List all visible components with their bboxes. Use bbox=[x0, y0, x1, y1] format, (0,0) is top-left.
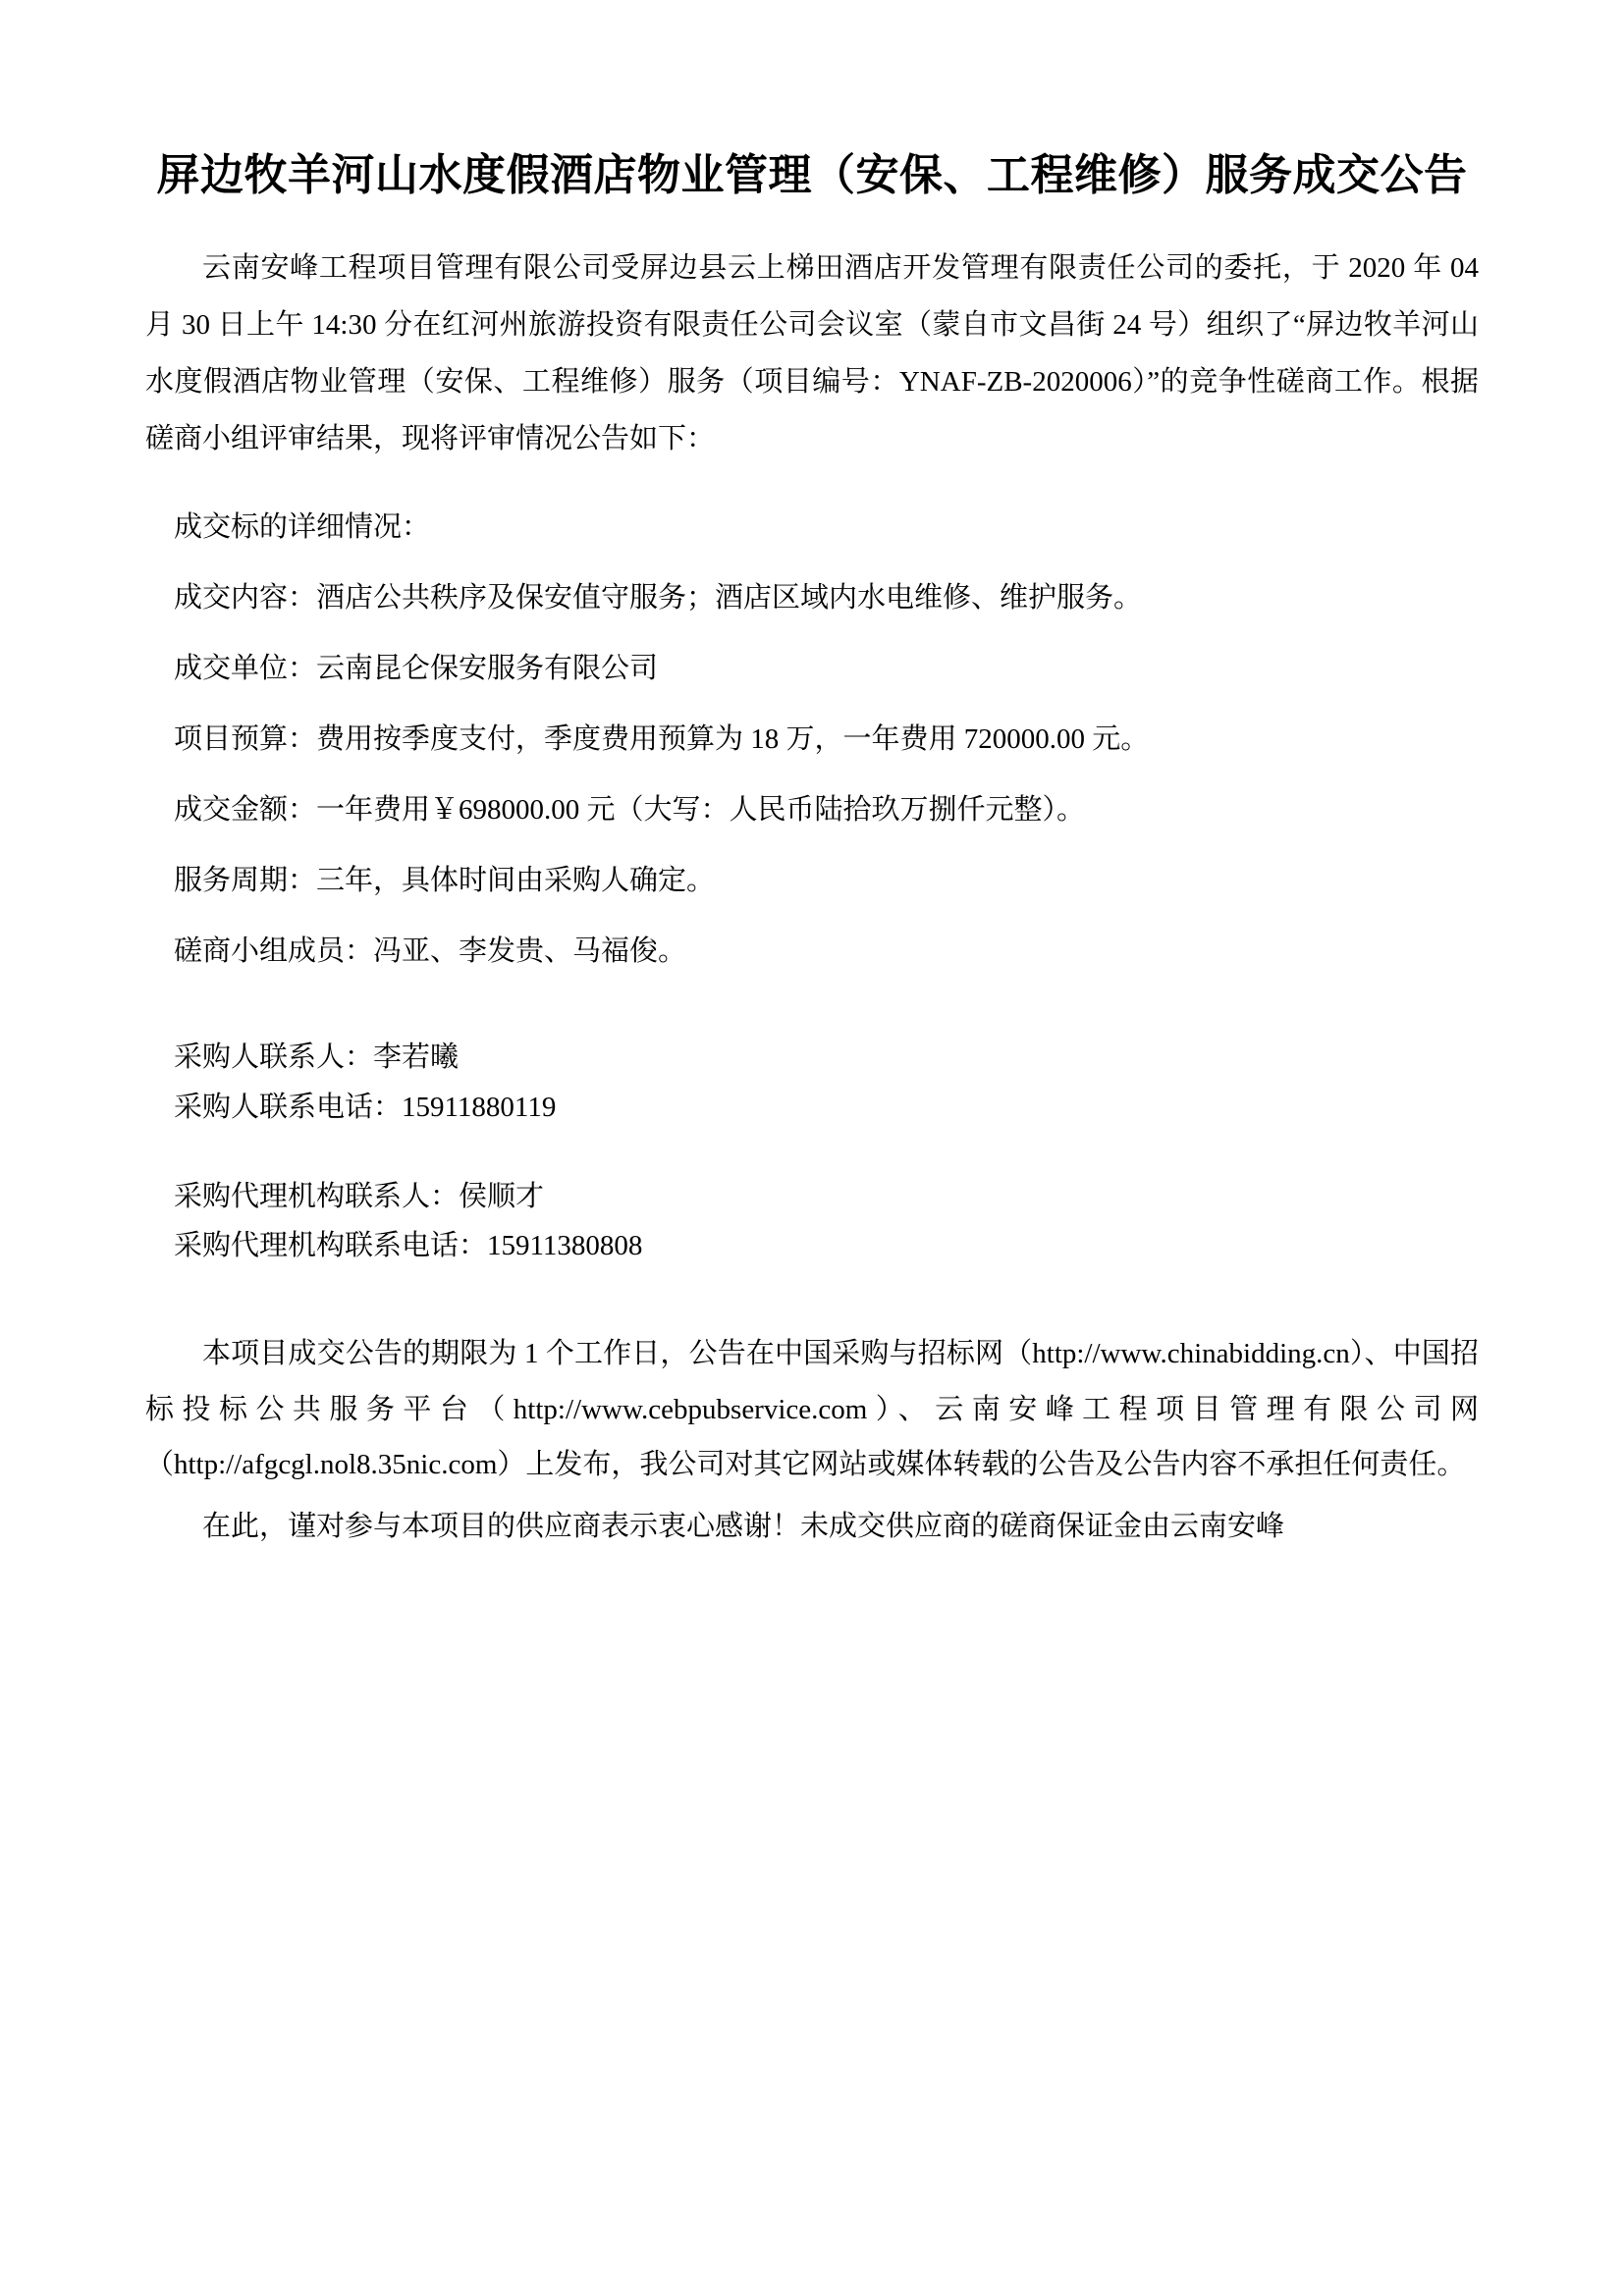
agency-contact-phone: 采购代理机构联系电话：15911380808 bbox=[174, 1230, 643, 1262]
publication-notice-paragraph: 本项目成交公告的期限为 1 个工作日，公告在中国采购与招标网（http://www.chinabidding.cn）、中国招标投标公共服务平台（http://www.cebpubservice.com）、云南安峰工程项目管理有限公司网（http://afgcgl.nol8.35nic.com）上发布，我公司对其它网站或媒体转载的公告及公告内容不承担任何责任。 bbox=[145, 1338, 1479, 1481]
detail-item-winner: 成交单位：云南昆仑保安服务有限公司 bbox=[174, 653, 659, 685]
detail-item-budget: 项目预算：费用按季度支付，季度费用预算为 18 万，一年费用 720000.00 元。 bbox=[174, 723, 1150, 756]
spacer bbox=[145, 473, 1479, 499]
document-body bbox=[145, 240, 1479, 1554]
page-title: 屏边牧羊河山水度假酒店物业管理（安保、工程维修）服务成交公告 bbox=[156, 150, 1468, 200]
agency-contact-name: 采购代理机构联系人：侯顺才 bbox=[174, 1180, 545, 1212]
detail-item-period: 服务周期：三年，具体时间由采购人确定。 bbox=[174, 865, 716, 897]
intro-paragraph: 云南安峰工程项目管理有限公司受屏边县云上梯田酒店开发管理有限责任公司的委托，于 2020 年 04 月 30 日上午 14:30 分在红河州旅游投资有限责任公司会议室（蒙自市文昌街 24 号）组织了“屏边牧羊河山水度假酒店物业管理（安保、工程维修）服务（项目编号：YNAF-ZB-2020006）”的竞争性磋商工作。根据磋商小组评审结果，现将评审情况公告如下： bbox=[145, 252, 1479, 455]
purchaser-contact-name: 采购人联系人：李若曦 bbox=[174, 1041, 460, 1074]
detail-item-amount: 成交金额：一年费用￥698000.00 元（大写：人民币陆拾玖万捌仟元整）。 bbox=[174, 794, 1086, 827]
closing-paragraph: 在此，谨对参与本项目的供应商表示衷心感谢！未成交供应商的磋商保证金由云南安峰 bbox=[202, 1510, 1285, 1542]
spacer bbox=[145, 1271, 1479, 1326]
detail-item-content: 成交内容：酒店公共秩序及保安值守服务；酒店区域内水电维修、维护服务。 bbox=[174, 582, 1143, 614]
section-heading-details: 成交标的详细情况： bbox=[174, 511, 431, 544]
spacer bbox=[145, 1133, 1479, 1172]
purchaser-contact-phone: 采购人联系电话：15911880119 bbox=[174, 1091, 557, 1123]
detail-item-committee: 磋商小组成员：冯亚、李发贵、马福俊。 bbox=[174, 935, 687, 968]
spacer bbox=[145, 993, 1479, 1033]
